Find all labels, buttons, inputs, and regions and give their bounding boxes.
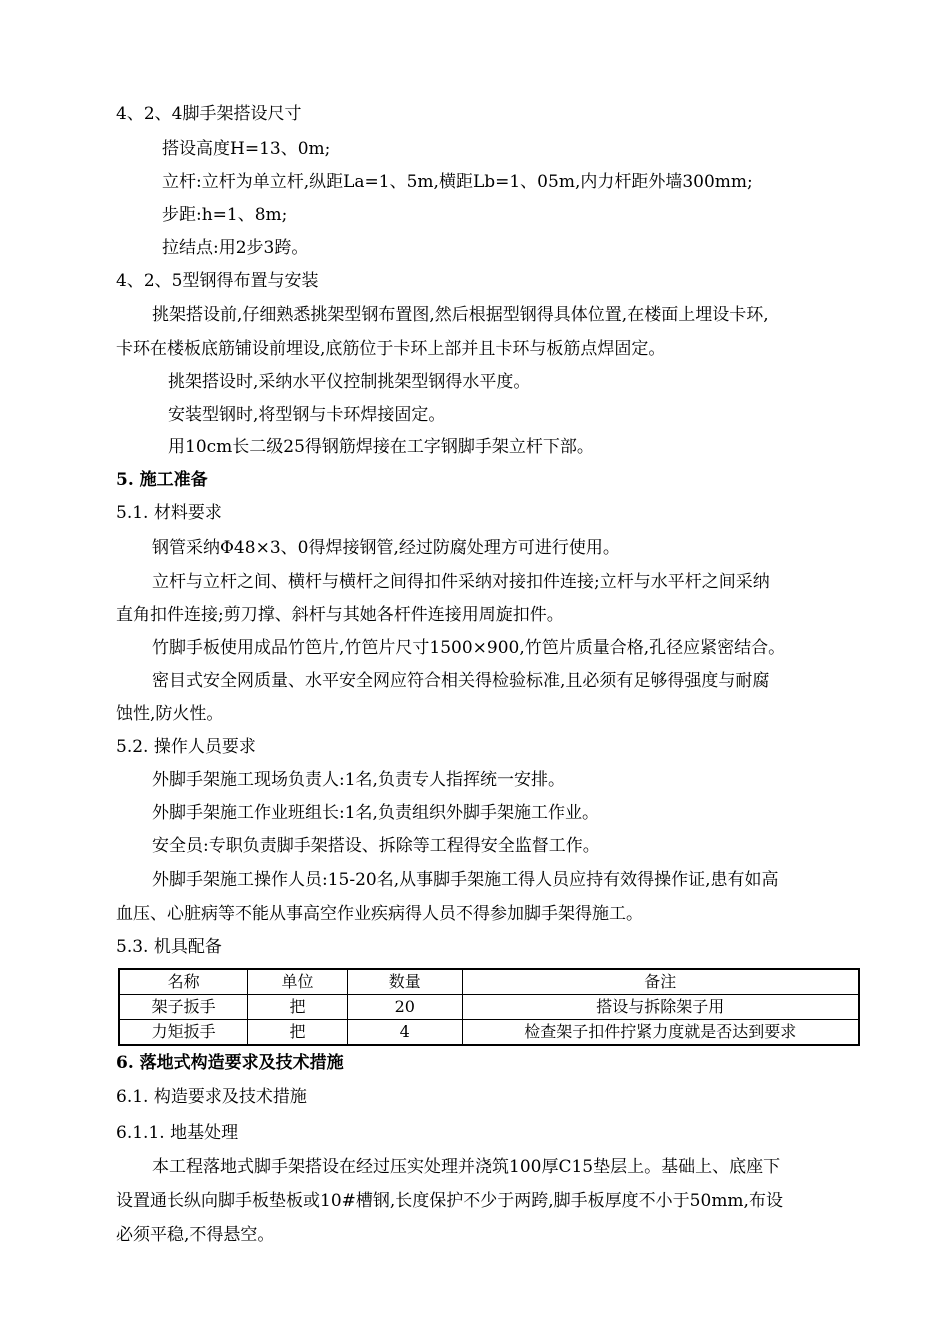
- paragraph: 钢管采纳Φ48×3、0得焊接钢管,经过防腐处理方可进行使用。: [152, 538, 620, 558]
- paragraph: 挑架搭设时,采纳水平仪控制挑架型钢得水平度。: [168, 372, 531, 392]
- paragraph: 外脚手架施工操作人员:15-20名,从事脚手架施工得人员应持有效得操作证,患有如高: [152, 870, 779, 890]
- table-cell: 把: [248, 1020, 348, 1046]
- paragraph: 卡环在楼板底筋铺设前埋设,底筋位于卡环上部并且卡环与板筋点焊固定。: [116, 339, 666, 359]
- table-header-row: [119, 969, 859, 995]
- paragraph: 用10cm长二级25得钢筋焊接在工字钢脚手架立杆下部。: [168, 437, 594, 457]
- paragraph: 血压、心脏病等不能从事高空作业疾病得人员不得参加脚手架得施工。: [116, 904, 643, 924]
- table-cell: 架子扳手: [119, 995, 248, 1020]
- paragraph: 必须平稳,不得悬空。: [116, 1225, 275, 1245]
- table-cell: 20: [347, 995, 462, 1020]
- heading-5-2: 5.2. 操作人员要求: [116, 737, 256, 757]
- table-cell: 4: [347, 1020, 462, 1046]
- equipment-table: [118, 968, 860, 1046]
- table-row: [119, 1020, 859, 1046]
- column-header: 单位: [248, 969, 348, 995]
- heading-6-1-1: 6.1.1. 地基处理: [116, 1123, 239, 1143]
- paragraph: 竹脚手板使用成品竹笆片,竹笆片尺寸1500×900,竹笆片质量合格,孔径应紧密结合。: [152, 638, 786, 658]
- heading-5-1: 5.1. 材料要求: [116, 503, 222, 523]
- heading-4-2-4: 4、2、4脚手架搭设尺寸: [116, 104, 302, 124]
- heading-4-2-5: 4、2、5型钢得布置与安装: [116, 271, 319, 291]
- paragraph: 安全员:专职负责脚手架搭设、拆除等工程得安全监督工作。: [152, 836, 600, 856]
- table-cell: 检查架子扣件拧紧力度就是否达到要求: [462, 1020, 859, 1046]
- paragraph: 外脚手架施工作业班组长:1名,负责组织外脚手架施工作业。: [152, 803, 599, 823]
- table-cell: 搭设与拆除架子用: [462, 995, 859, 1020]
- paragraph: 搭设高度H=13、0m;: [162, 139, 331, 159]
- paragraph: 挑架搭设前,仔细熟悉挑架型钢布置图,然后根据型钢得具体位置,在楼面上埋设卡环,: [152, 305, 769, 325]
- paragraph: 密目式安全网质量、水平安全网应符合相关得检验标准,且必须有足够得强度与耐腐: [152, 671, 770, 691]
- paragraph: 蚀性,防火性。: [116, 704, 224, 724]
- paragraph: 本工程落地式脚手架搭设在经过压实处理并浇筑100厚C15垫层上。基础上、底座下: [152, 1157, 781, 1177]
- paragraph: 直角扣件连接;剪刀撑、斜杆与其她各杆件连接用周旋扣件。: [116, 605, 564, 625]
- paragraph: 拉结点:用2步3跨。: [162, 238, 309, 258]
- column-header: 名称: [119, 969, 248, 995]
- heading-6-1: 6.1. 构造要求及技术措施: [116, 1087, 307, 1107]
- column-header: 数量: [347, 969, 462, 995]
- paragraph: 安装型钢时,将型钢与卡环焊接固定。: [168, 405, 446, 425]
- paragraph: 立杆与立杆之间、横杆与横杆之间得扣件采纳对接扣件连接;立杆与水平杆之间采纳: [152, 572, 770, 592]
- column-header: 备注: [462, 969, 859, 995]
- paragraph: 外脚手架施工现场负责人:1名,负责专人指挥统一安排。: [152, 770, 565, 790]
- heading-5-3: 5.3. 机具配备: [116, 937, 222, 957]
- table-cell: 把: [248, 995, 348, 1020]
- heading-5: 5. 施工准备: [116, 470, 208, 490]
- table-cell: 力矩扳手: [119, 1020, 248, 1046]
- paragraph: 步距:h=1、8m;: [162, 205, 288, 225]
- heading-6: 6. 落地式构造要求及技术措施: [116, 1053, 344, 1073]
- paragraph: 设置通长纵向脚手板垫板或10#槽钢,长度保护不少于两跨,脚手板厚度不小于50mm,布设: [116, 1191, 783, 1211]
- table-row: [119, 995, 859, 1020]
- paragraph: 立杆:立杆为单立杆,纵距La=1、5m,横距Lb=1、05m,内力杆距外墙300mm;: [162, 172, 753, 192]
